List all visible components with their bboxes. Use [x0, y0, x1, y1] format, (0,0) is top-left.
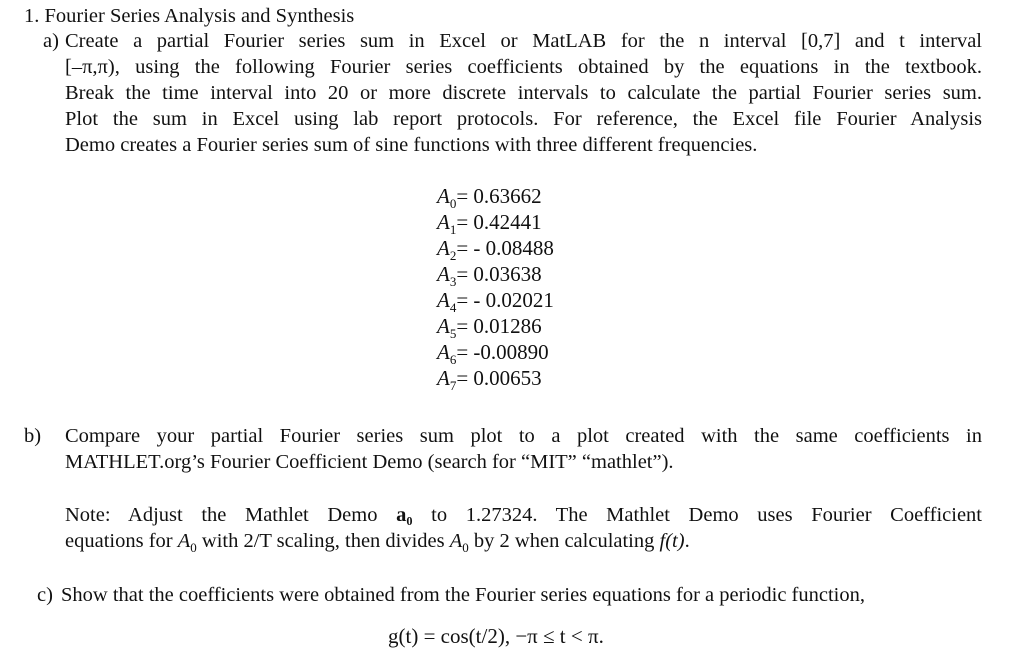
note-text: with 2/T scaling, then divides [201, 530, 445, 552]
coefficient-index: 4 [449, 300, 457, 315]
note-text: equations for [65, 530, 173, 552]
coefficient-index: 7 [449, 378, 457, 393]
part-b-marker: b) [24, 425, 42, 447]
coefficient-a2 [437, 235, 554, 264]
coefficient-a3 [437, 261, 542, 290]
section-heading: 1. Fourier Series Analysis and Synthesis [24, 5, 355, 27]
note-line-1 [65, 502, 982, 528]
part-a-line-5: Demo creates a Fourier series sum of sine functions with three different frequencies. [65, 134, 758, 156]
note-text: . [684, 530, 690, 552]
function-f-of-t: f(t) [659, 530, 685, 552]
periodic-function-equation: g(t) = cos(t/2), −π ≤ t < π. [388, 624, 604, 648]
coefficient-value: = - 0.02021 [456, 288, 554, 312]
note-line-2 [65, 528, 690, 556]
coefficient-a5 [437, 313, 542, 342]
coefficient-a7 [437, 365, 542, 394]
coefficient-value: = - 0.08488 [456, 236, 554, 260]
part-c-line: Show that the coefficients were obtained from the Fourier series equations for a periodic function, [61, 584, 865, 606]
coefficient-value: = -0.00890 [456, 340, 549, 364]
coefficient-index: 5 [449, 326, 457, 341]
coefficient-symbol: A [437, 236, 450, 260]
part-b-line-2: MATHLET.org’s Fourier Coefficient Demo (search for “MIT” “mathlet”). [65, 451, 674, 473]
coefficient-index: 0 [462, 540, 469, 555]
coefficient-symbol: A [437, 366, 450, 390]
coefficient-a4 [437, 287, 554, 316]
coefficient-a6 [437, 339, 549, 368]
note-text: to 1.27324. The Mathlet Demo uses Fourier Coefficient [431, 504, 982, 526]
coefficient-symbol: A [437, 288, 450, 312]
coefficient-symbol: A [437, 210, 450, 234]
coefficient-symbol: A [437, 340, 450, 364]
part-c-marker: c) [37, 584, 53, 606]
coefficient-symbol: A [437, 262, 450, 286]
coefficient-value: = 0.00653 [456, 366, 542, 390]
coefficient-index: 0 [449, 196, 457, 211]
coefficient-index: 1 [449, 222, 457, 237]
note-text: Note: Adjust the Mathlet Demo [65, 504, 378, 526]
coefficient-symbol: A [177, 530, 191, 552]
part-a-line-2: [–π,π), using the following Fourier series coefficients obtained by the equations in the textbook. [65, 56, 982, 78]
note-text: by 2 when calculating [473, 530, 655, 552]
coefficient-index: 6 [449, 352, 457, 367]
coefficient-index: 0 [190, 540, 197, 555]
coefficient-symbol: A [437, 314, 450, 338]
coefficient-index: 2 [449, 248, 457, 263]
coefficient-a1 [437, 209, 542, 238]
part-a-line-3: Break the time interval into 20 or more discrete intervals to calculate the partial Fourier series sum. [65, 82, 982, 104]
coefficient-value: = 0.01286 [456, 314, 542, 338]
coefficient-index: 3 [449, 274, 457, 289]
coefficient-value: = 0.03638 [456, 262, 542, 286]
part-a-marker: a) [43, 30, 59, 52]
coefficient-value: = 0.63662 [456, 184, 542, 208]
part-b-line-1: Compare your partial Fourier series sum plot to a plot created with the same coefficients in [65, 425, 982, 447]
note-a0-symbol: a₀ [396, 504, 413, 526]
coefficient-value: = 0.42441 [456, 210, 542, 234]
coefficient-symbol: A [437, 184, 450, 208]
coefficient-a0 [437, 183, 542, 212]
part-a-line-1: Create a partial Fourier series sum in Excel or MatLAB for the n interval [0,7] and t interval [65, 30, 982, 52]
part-a-line-4: Plot the sum in Excel using lab report protocols. For reference, the Excel file Fourier Analysis [65, 108, 982, 130]
coefficient-symbol: A [449, 530, 463, 552]
